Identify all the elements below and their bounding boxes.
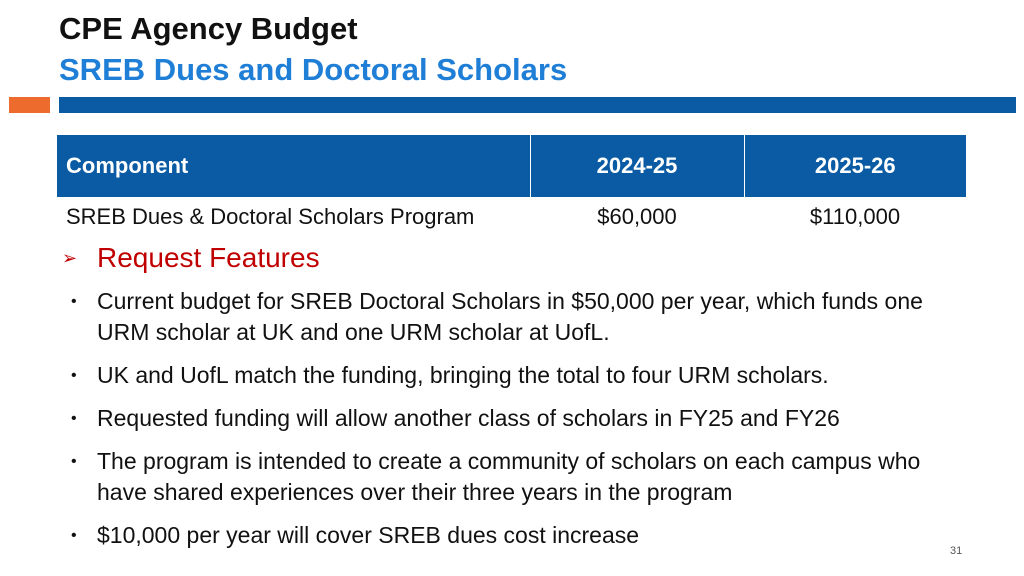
table-row — [57, 197, 966, 237]
bullet-dot-icon: • — [71, 410, 77, 427]
list-item — [68, 520, 968, 551]
list-item-text: The program is intended to create a community of scholars on each campus who have shared experiences over their three years in the program — [97, 448, 921, 505]
arrow-bullet-icon: ➢ — [62, 248, 78, 268]
page-number: 31 — [950, 545, 963, 557]
slide-title: CPE Agency Budget — [59, 11, 358, 46]
list-item-text: Current budget for SREB Doctoral Scholars in $50,000 per year, which funds one URM scholar at UK and one URM scholar at UofL. — [97, 288, 923, 345]
accent-bar-orange — [9, 97, 50, 113]
slide-subtitle: SREB Dues and Doctoral Scholars — [59, 52, 568, 87]
list-item — [68, 403, 968, 434]
request-features-label: Request Features — [97, 242, 320, 273]
bullet-dot-icon: • — [71, 453, 77, 470]
cell-component: SREB Dues & Doctoral Scholars Program — [66, 204, 475, 229]
column-header-component: Component — [57, 135, 530, 197]
accent-bar-blue — [59, 97, 1016, 113]
column-header-2024-25: 2024-25 — [530, 135, 744, 197]
budget-table — [57, 135, 966, 237]
bullet-dot-icon: • — [71, 293, 77, 310]
cell-2024-25: $60,000 — [597, 204, 677, 229]
list-item — [68, 360, 968, 391]
list-item-text: $10,000 per year will cover SREB dues cost increase — [97, 522, 640, 548]
bullet-dot-icon: • — [71, 367, 77, 384]
list-item — [68, 286, 968, 348]
request-features-heading — [62, 240, 320, 276]
list-item-text: UK and UofL match the funding, bringing the total to four URM scholars. — [97, 362, 829, 388]
cell-2025-26: $110,000 — [809, 204, 901, 229]
bullet-dot-icon: • — [71, 527, 77, 544]
table-header-row — [57, 135, 966, 197]
list-item — [68, 446, 968, 508]
list-item-text: Requested funding will allow another class of scholars in FY25 and FY26 — [97, 405, 840, 431]
column-header-2025-26: 2025-26 — [744, 135, 966, 197]
feature-list — [68, 286, 968, 563]
